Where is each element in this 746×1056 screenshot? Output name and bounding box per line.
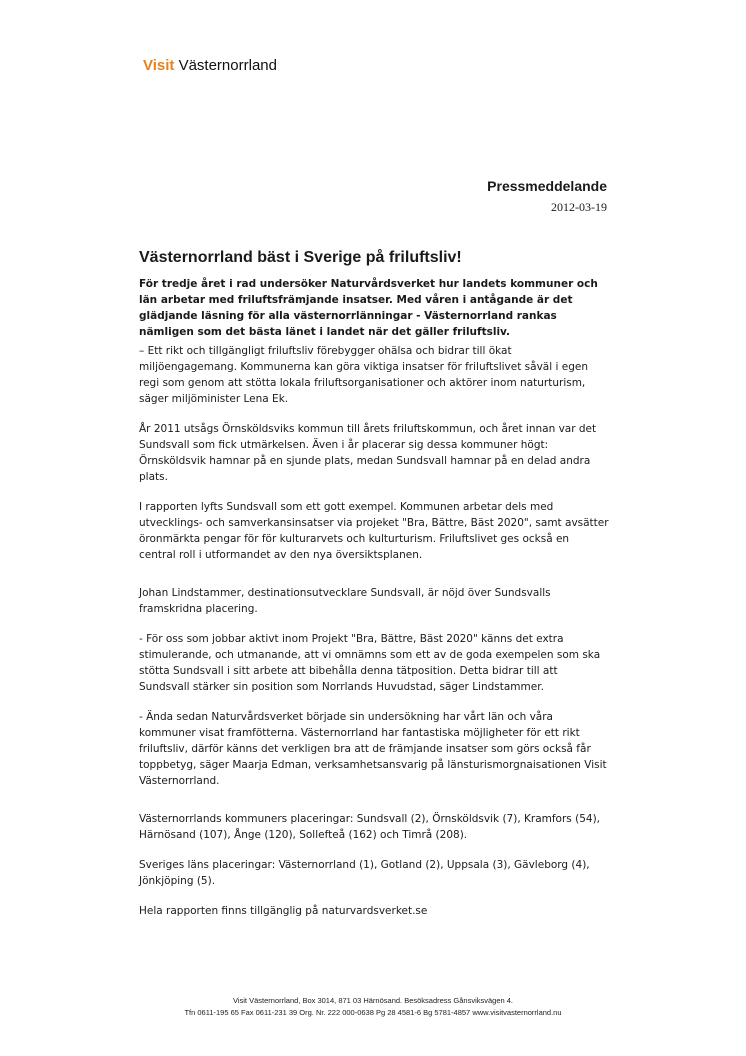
body-paragraph: – Ett rikt och tillgängligt friluftsliv förebygger ohälsa och bidrar till ökat miljöengagemang. Kommunerna kan göra viktiga insatser för friluftslivet såväl i egen regi som genom att stötta lokala friluftsorganisationer och aktörer inom naturturism, säger miljöminister Lena Ek. [139,345,588,405]
rankings-counties: Sveriges läns placeringar: Västernorrland (1), Gotland (2), Uppsala (3), Gävleborg (4), Jönkjöping (5). [139,859,590,887]
report-link-text: Hela rapporten finns tillgänglig på naturvardsverket.se [139,905,428,917]
quote-paragraph: - För oss som jobbar aktivt inom Projekt "Bra, Bättre, Bäst 2020" känns det extra stimulerande, och utmanande, att vi omnämns som ett av de goda exempelen som ska stötta Sundsvall i sitt arbete att bibehålla denna tätposition. Detta bidrar till att Sundsvall stärker sin position som Norrlands Huvudstad, säger Lindstammer. [139,633,601,693]
footer [0,995,746,1019]
article [139,248,609,919]
logo-brand: Visit [143,57,175,74]
body-paragraph: I rapporten lyfts Sundsvall som ett gott exempel. Kommunen arbetar dels med utvecklings- och samverkansinsatser via projeket "Bra, Bättre, Bäst 2020", samt avsätter öronmärkta pengar för för kulturarvets och kulturturism. Friluftslivet ges också en central roll i utformandet av den nya översiktsplanen. [139,501,609,561]
quote-paragraph: - Ända sedan Naturvårdsverket började sin undersökning har vårt län och våra kommuner visat framfötterna. Västernorrland har fantastiska möjligheter för ett rikt friluftsliv, därför känns det verkligen bra att de främjande insatser som görs också får toppbetyg, säger Maarja Edman, verksamhetsansvarig på länsturismorgnaisationen Visit Västernorrland. [139,711,607,787]
lead-paragraph: För tredje året i rad undersöker Naturvårdsverket hur landets kommuner och län arbetar med friluftsfrämjande insatser. Med våren i antågande är det glädjande läsning för alla västernorrlänningar - Västernorrland rankas nämligen som det bästa länet i landet när det gäller friluftsliv. [139,278,598,338]
logo-region: Västernorrland [178,57,277,74]
body-paragraph: År 2011 utsågs Örnsköldsviks kommun till årets friluftskommun, och året innan var det Sundsvall som fick utmärkelsen. Även i år placerar sig dessa kommuner högt: Örnsköldsvik hamnar på en sjunde plats, medan Sundsvall hamnar på en delad andra plats. [139,423,597,483]
footer-address: Visit Västernorrland, Box 3014, 871 03 Härnösand. Besöksadress Gånsviksvägen 4. [232,996,514,1005]
headline: Västernorrland bäst i Sverige på friluftsliv! [139,249,462,266]
body-paragraph: Johan Lindstammer, destinationsutvecklare Sundsvall, är nöjd över Sundsvalls framskridna placering. [139,587,551,615]
footer-contact: Tfn 0611-195 65 Fax 0611-231 39 Org. Nr. 222 000-0638 Pg 28 4581-6 Bg 5781-4857 www.visitvasternorrland.nu [184,1008,562,1017]
document-date: 2012-03-19 [551,200,607,214]
rankings-municipalities: Västernorrlands kommuners placeringar: Sundsvall (2), Örnsköldsvik (7), Kramfors (54), Härnösand (107), Ånge (120), Sollefteå (162) och Timrå (208). [139,813,601,841]
logo [143,57,277,74]
document-type: Pressmeddelande [487,178,607,194]
